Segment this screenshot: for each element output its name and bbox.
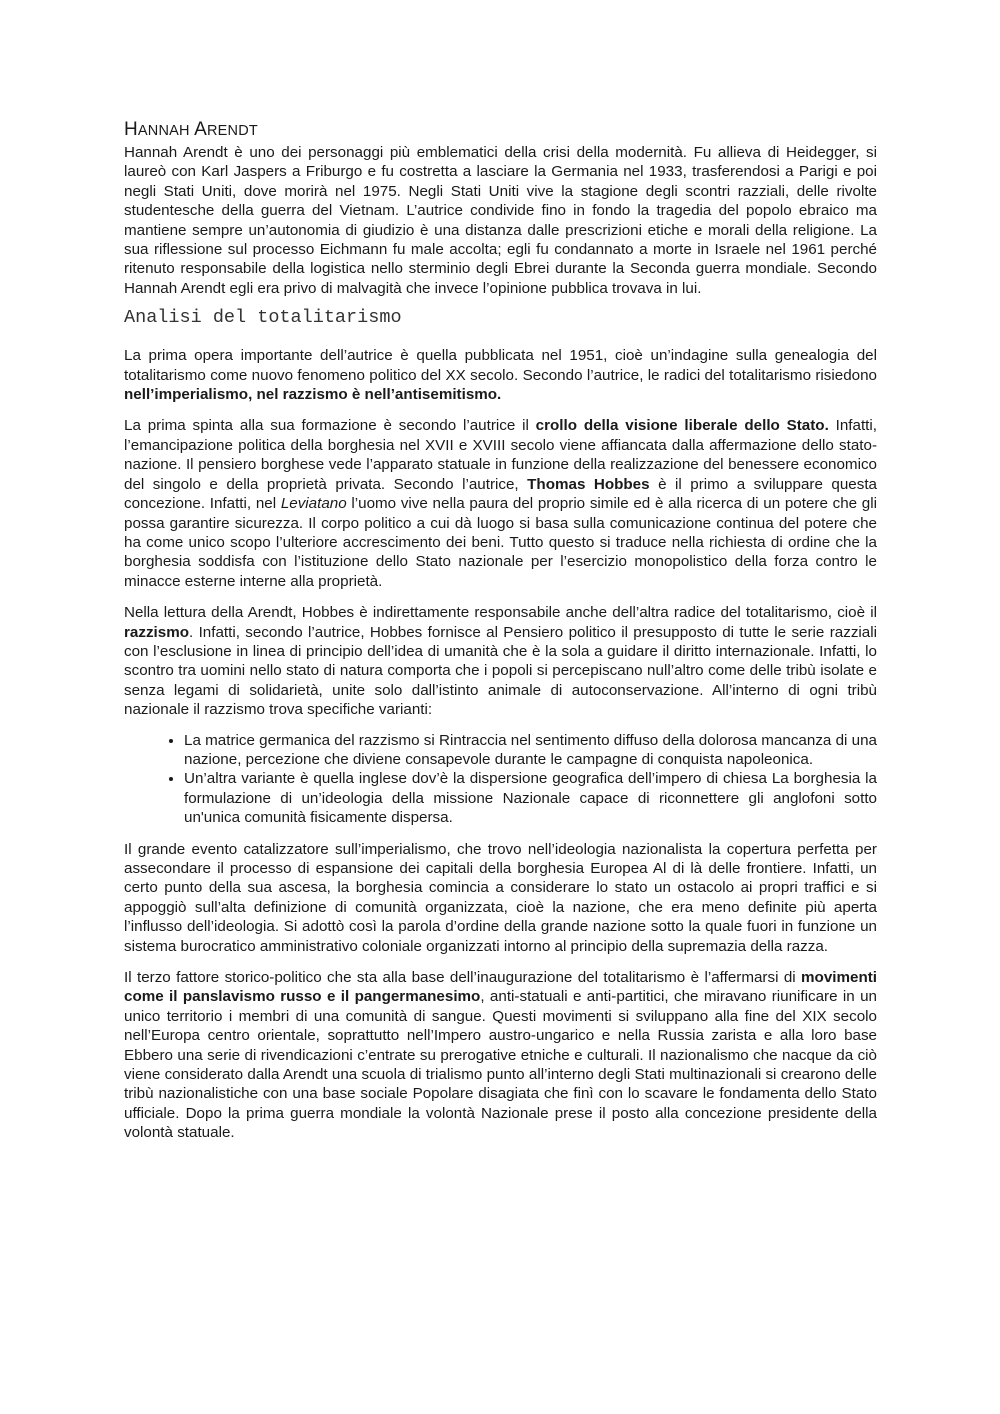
p5-bold-movimenti: movimenti come il panslavismo russo e il pangermanesimo — [124, 969, 877, 1006]
p5-text-c: , anti-statuali e anti-partitici, che miravano riunificare in un unico territorio i membri di una comunità di sangue. Questi movimenti si sviluppano alla fine del XIX secolo nell’Europa centro orientale, soprattutto nell’Impero austro-ungarico e nella Russia zarista e alla loro base Ebbero una serie di rivendicazioni c’entrate su prerogative etniche e culturali. Il nazionalismo che nacque da ciò viene considerato dalla Arendt una scuola di trialismo punto all’interno degli Stati multinazionali si crearono delle tribù nazionalistiche con una base sociale Popolare disagiata che finì con lo scavare le fondamenta dello Stato ufficiale. Dopo la prima guerra mondiale la volontà Nazionale prese il posto alla concezione presidente della volontà statuale. — [124, 988, 877, 1142]
racism-variants-list — [124, 731, 877, 828]
paragraph-origins-text: La prima opera importante dell’autrice è quella pubblicata nel 1951, cioè un’indagine sulla genealogia del totalitarismo come nuovo fenomeno politico del XX secolo. Secondo l’autrice, le radici del totalitarismo risiedono — [124, 347, 877, 384]
section-heading: Analisi del totalitarismo — [124, 307, 402, 329]
p2-italic-leviatano: Leviatano — [280, 495, 347, 513]
p2-bold-crollo: crollo della visione liberale dello Stato. — [535, 417, 829, 435]
title-rest-a: RENDT — [207, 123, 258, 139]
title-initial-h: H — [124, 119, 138, 140]
intro-paragraph: Hannah Arendt è uno dei personaggi più emblematici della crisi della modernità. Fu allieva di Heidegger, si laureò con Karl Jaspers a Friburgo e fu costretta a lasciare la Germania nel 1933, trasferendosi a Parigi e poi negli Stati Uniti, dove morirà nel 1975. Negli Stati Uniti vive la stagione degli scontri razziali, delle rivolte studentesche della guerra del Vietnam. L’autrice condivide fino in fondo la tragedia del popolo ebraico ma mantiene sempre un’autonomia di giudizio è una distanza dalle prescrizioni etiche e morali della religione. La sua riflessione sul processo Eichmann fu male accolta; egli fu condannato a morte in Israele nel 1961 perché ritenuto responsabile della logistica nello sterminio degli Ebrei durante la Seconda guerra mondiale. Secondo Hannah Arendt egli era privo di malvagità che invece l’opinione pubblica trovava in lui. — [124, 144, 877, 297]
document-title — [124, 118, 877, 143]
document-page — [124, 118, 877, 1143]
paragraph-movements — [124, 968, 877, 1143]
title-initial-a: A — [194, 119, 207, 140]
title-rest-h: ANNAH — [137, 123, 190, 139]
paragraph-racism — [124, 603, 877, 719]
p3-bold-razzismo: razzismo — [124, 623, 189, 641]
paragraph-origins-bold: nell’imperialismo, nel razzismo è nell’antisemitismo. — [124, 386, 502, 404]
list-item: • Un’altra variante è quella inglese dov’è la dispersione geografica dell’impero di chiesa La borghesia la formulazione di un’ideologia della missione Nazionale capace di riconnettere gli anglofoni sotto un'unica comunità fisicamente dispersa. — [184, 769, 877, 827]
p5-text-a: Il terzo fattore storico-politico che sta alla base dell’inaugurazione del totalitarismo è l’affermarsi di — [124, 969, 802, 987]
p2-text-a: La prima spinta alla sua formazione è secondo l’autrice il — [124, 417, 536, 435]
paragraph-origins — [124, 346, 877, 404]
p2-bold-hobbes: Thomas Hobbes — [527, 475, 650, 493]
p3-text-a: Nella lettura della Arendt, Hobbes è indirettamente responsabile anche dell’altra radice del totalitarismo, cioè il — [124, 604, 877, 622]
p2-text-c: Infatti, l’emancipazione politica della borghesia nel XVII e XVIII secolo viene affiancata dalla affermazione dello stato-nazione. Il pensiero borghese vede l’apparato statuale in funzione della realizzazione del benessere economico del singolo e della proprietà privata. Secondo l’autrice, — [124, 417, 877, 493]
p2-text-g: l’uomo vive nella paura del proprio simile ed è alla ricerca di un potere che gli possa garantire sicurezza. Il corpo politico a cui dà luogo si basa sulla comunicazione continua del potere che ha come unico scopo l’ulteriore accrescimento dei beni. Tutto questo si traduce nella richiesta di ordine che la borghesia soddisfa con l’istituzione dello Stato nazionale per l’esercizio monopolistico della forza contro le minacce esterne interne alla proprietà. — [124, 495, 877, 590]
paragraph-imperialism: Il grande evento catalizzatore sull’imperialismo, che trovo nell’ideologia nazionalista la copertura perfetta per assecondare il processo di espansione dei capitali della borghesia Europea Al di là delle frontiere. Infatti, un certo punto della sua ascesa, la borghesia comincia a considerare lo stato un ostacolo ai propri traffici e si appoggiò sull’alta definizione di comunità organizzata, cioè la nazione, che era meno definite più aperta l’influsso dell’ideologia. Si adottò così la parola d’ordine della grande nazione sotto la quale fuori in funzione un sistema burocratico amministrativo coloniale organizzati intorno al principio della supremazia della razza. — [124, 840, 877, 955]
list-item: • La matrice germanica del razzismo si Rintraccia nel sentimento diffuso della dolorosa mancanza di una nazione, percezione che diviene consapevole durante le campagne di conquista napoleonica. — [184, 731, 877, 770]
paragraph-liberal-state — [124, 416, 877, 591]
p3-text-c: . Infatti, secondo l’autrice, Hobbes fornisce al Pensiero politico il presupposto di tutte le serie razziali con l’esclusione in linea di principio dell’idea di umanità che è la sola a guidare il diritto internazionale. Infatti, lo scontro tra uomini nello stato di natura comporta che i popoli si percepiscano null’altro come delle tribù isolate e senza legami di solidarietà, unite solo dall’istinto animale di autoconservazione. All’interno di ogni tribù nazionale il razzismo trova specifiche varianti: — [124, 623, 877, 719]
p2-text-e: è il primo a sviluppare questa concezione. Infatti, nel — [124, 475, 877, 513]
